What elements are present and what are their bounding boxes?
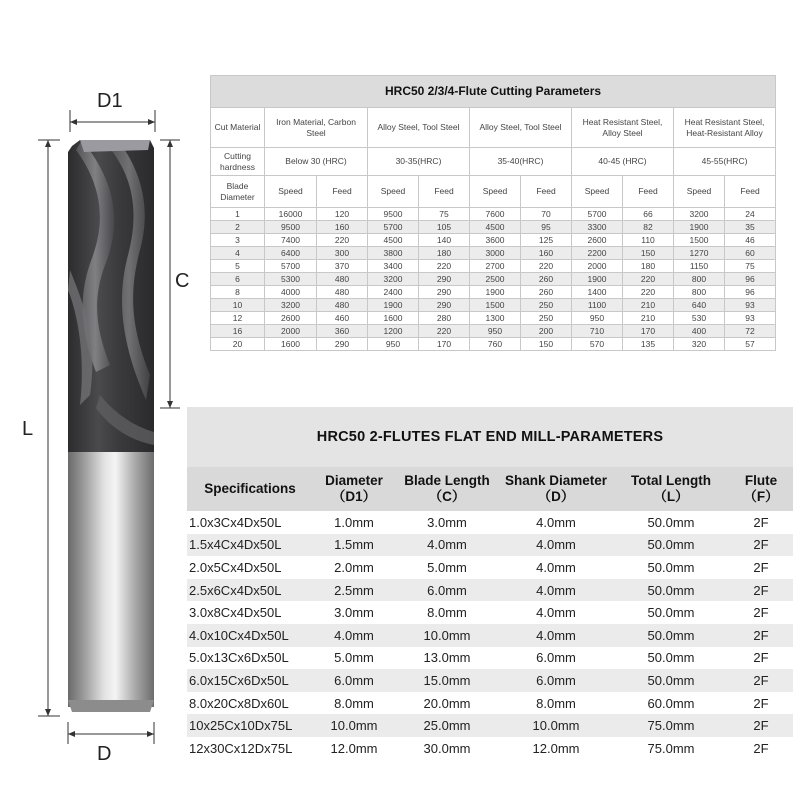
feed-cell: 290 — [419, 299, 470, 312]
total-length-cell: 50.0mm — [647, 650, 695, 666]
spec-name: 5.0x13Cx6Dx50L — [189, 650, 289, 666]
header-line2: （D） — [537, 489, 575, 504]
header-line2: （D1） — [331, 489, 377, 504]
feed-cell: 220 — [623, 273, 674, 286]
feed-cell: 280 — [419, 312, 470, 325]
flute-cell: 2F — [753, 740, 769, 756]
total-length-cell: 50.0mm — [647, 559, 695, 575]
blade-diameter-label: Blade Diameter — [211, 176, 265, 208]
blade-length-cell: 13.0mm — [423, 650, 471, 666]
flute-cell: 2F — [729, 624, 793, 647]
shank-diameter-cell: 12.0mm — [532, 740, 580, 756]
speed-cell: 2000 — [572, 260, 623, 273]
speed-cell: 950 — [368, 338, 419, 351]
feed-cell: 480 — [317, 299, 368, 312]
spec-name: 2.0x5Cx4Dx50L — [189, 559, 282, 575]
cutting-table-row — [211, 299, 776, 312]
feed-cell: 110 — [623, 234, 674, 247]
blade-length-cell: 25.0mm — [395, 714, 499, 737]
header-line1: Blade Length — [404, 473, 490, 488]
speed-cell: 1200 — [368, 325, 419, 338]
spec-name: 3.0x8Cx4Dx50L — [189, 605, 282, 621]
blade-diameter-cell: 12 — [211, 312, 265, 325]
feed-cell: 200 — [521, 325, 572, 338]
header-line1: Diameter — [325, 473, 383, 488]
cutting-table-row — [211, 247, 776, 260]
speed-cell: 1400 — [572, 286, 623, 299]
cut-material-row — [211, 108, 776, 148]
feed-cell: 72 — [725, 325, 776, 338]
feed-cell: 210 — [623, 312, 674, 325]
cutting-hardness-row — [211, 148, 776, 176]
speed-cell: 16000 — [265, 208, 317, 221]
cutting-table-row — [211, 312, 776, 325]
speed-cell: 1600 — [368, 312, 419, 325]
cutting-table-row — [211, 273, 776, 286]
material-header: Heat Resistant Steel, Alloy Steel — [572, 108, 674, 148]
feed-cell: 290 — [419, 286, 470, 299]
feed-cell: 180 — [419, 247, 470, 260]
feed-cell: 290 — [317, 338, 368, 351]
blade-length-cell: 3.0mm — [427, 514, 467, 530]
blade-length-cell: 10.0mm — [395, 624, 499, 647]
dimension-label-d: D — [97, 743, 112, 765]
feed-header: Feed — [419, 176, 470, 208]
feed-cell: 75 — [419, 208, 470, 221]
speed-cell: 7400 — [265, 234, 317, 247]
header-blade-length — [395, 467, 499, 511]
feed-header: Feed — [317, 176, 368, 208]
speed-cell: 9500 — [368, 208, 419, 221]
shank-diameter-cell: 4.0mm — [536, 559, 576, 575]
header-diameter — [313, 467, 395, 511]
speed-cell: 2700 — [470, 260, 521, 273]
flute-cell: 2F — [753, 695, 769, 711]
cutting-table-row — [211, 338, 776, 351]
shank-diameter-cell: 4.0mm — [499, 624, 613, 647]
feed-cell: 60 — [725, 247, 776, 260]
speed-cell: 640 — [674, 299, 725, 312]
header-line1: Specifications — [204, 481, 296, 496]
feed-cell: 105 — [419, 221, 470, 234]
spec-name: 8.0x20Cx8Dx60L — [189, 695, 289, 711]
cutting-table-body — [211, 208, 776, 351]
speed-cell: 800 — [674, 273, 725, 286]
speed-cell: 1270 — [674, 247, 725, 260]
diameter-cell: 2.0mm — [334, 559, 374, 575]
spec-table-row — [187, 601, 793, 624]
hardness-value: 40-45 (HRC) — [572, 148, 674, 176]
speed-cell: 570 — [572, 338, 623, 351]
speed-cell: 1500 — [674, 234, 725, 247]
speed-cell: 3600 — [470, 234, 521, 247]
feed-cell: 120 — [317, 208, 368, 221]
dimension-label-l: L — [22, 418, 34, 440]
feed-cell: 250 — [521, 312, 572, 325]
speed-header: Speed — [470, 176, 521, 208]
speed-cell: 2200 — [572, 247, 623, 260]
spec-header-row — [187, 467, 793, 511]
blade-length-cell: 5.0mm — [427, 559, 467, 575]
diameter-cell: 1.5mm — [313, 534, 395, 557]
header-line1: Total Length — [631, 473, 711, 488]
speed-cell: 2000 — [265, 325, 317, 338]
shank-diameter-cell: 4.0mm — [536, 514, 576, 530]
feed-header: Feed — [725, 176, 776, 208]
shank-diameter-cell: 8.0mm — [536, 695, 576, 711]
speed-cell: 950 — [470, 325, 521, 338]
speed-cell: 1100 — [572, 299, 623, 312]
hardness-value: Below 30 (HRC) — [265, 148, 368, 176]
feed-cell: 93 — [725, 312, 776, 325]
blade-diameter-cell: 6 — [211, 273, 265, 286]
feed-cell: 150 — [623, 247, 674, 260]
speed-cell: 3300 — [572, 221, 623, 234]
feed-cell: 170 — [623, 325, 674, 338]
shank-diameter-cell: 4.0mm — [499, 579, 613, 602]
feed-cell: 24 — [725, 208, 776, 221]
dimension-label-d1: D1 — [97, 90, 123, 112]
spec-table-row — [187, 692, 793, 715]
speed-cell: 320 — [674, 338, 725, 351]
feed-cell: 290 — [419, 273, 470, 286]
cutting-table-row — [211, 221, 776, 234]
feed-cell: 220 — [521, 260, 572, 273]
flute-cell: 2F — [753, 605, 769, 621]
feed-cell: 480 — [317, 286, 368, 299]
hardness-value: 35-40(HRC) — [470, 148, 572, 176]
spec-table-row — [187, 534, 793, 557]
flute-cell: 2F — [729, 714, 793, 737]
blade-length-cell: 30.0mm — [423, 740, 471, 756]
blade-diameter-cell: 5 — [211, 260, 265, 273]
speed-header: Speed — [265, 176, 317, 208]
diameter-cell: 1.0mm — [334, 514, 374, 530]
blade-diameter-cell: 2 — [211, 221, 265, 234]
speed-cell: 3200 — [368, 273, 419, 286]
feed-cell: 96 — [725, 286, 776, 299]
shank-diameter-cell: 4.0mm — [536, 605, 576, 621]
feed-cell: 370 — [317, 260, 368, 273]
header-total-length — [613, 467, 729, 511]
flat-end-mill-parameters-table — [187, 407, 793, 760]
shank-diameter-cell: 10.0mm — [499, 714, 613, 737]
shank-diameter-cell: 4.0mm — [499, 534, 613, 557]
speed-cell: 3200 — [674, 208, 725, 221]
header-specifications — [187, 467, 313, 511]
feed-cell: 250 — [521, 299, 572, 312]
speed-cell: 3400 — [368, 260, 419, 273]
blade-diameter-cell: 20 — [211, 338, 265, 351]
diameter-cell: 2.5mm — [313, 579, 395, 602]
feed-cell: 220 — [419, 325, 470, 338]
material-header: Alloy Steel, Tool Steel — [470, 108, 572, 148]
speed-cell: 5700 — [265, 260, 317, 273]
header-line2: （C） — [428, 489, 466, 504]
header-line2: （L） — [653, 489, 689, 504]
speed-header: Speed — [368, 176, 419, 208]
spec-table-row — [187, 511, 793, 534]
speed-cell: 7600 — [470, 208, 521, 221]
spec-name: 6.0x15Cx6Dx50L — [187, 669, 313, 692]
spec-table-row — [187, 737, 793, 760]
cutting-table-row — [211, 325, 776, 338]
total-length-cell: 60.0mm — [647, 695, 695, 711]
feed-cell: 66 — [623, 208, 674, 221]
blade-diameter-cell: 1 — [211, 208, 265, 221]
spec-table-row — [187, 624, 793, 647]
flute-cell: 2F — [729, 579, 793, 602]
speed-cell: 5300 — [265, 273, 317, 286]
feed-header: Feed — [623, 176, 674, 208]
feed-cell: 220 — [623, 286, 674, 299]
feed-cell: 70 — [521, 208, 572, 221]
feed-cell: 300 — [317, 247, 368, 260]
blade-diameter-cell: 10 — [211, 299, 265, 312]
speed-cell: 5700 — [368, 221, 419, 234]
speed-cell: 2600 — [572, 234, 623, 247]
flute-cell: 2F — [729, 669, 793, 692]
spec-name: 10x25Cx10Dx75L — [187, 714, 313, 737]
flute-cell: 2F — [753, 650, 769, 666]
speed-cell: 3000 — [470, 247, 521, 260]
blade-length-cell: 8.0mm — [427, 605, 467, 621]
header-line2: （F） — [743, 489, 779, 504]
speed-cell: 710 — [572, 325, 623, 338]
blade-length-cell: 4.0mm — [395, 534, 499, 557]
cutting-table-row — [211, 208, 776, 221]
spec-table-row — [187, 714, 793, 737]
flute-cell: 2F — [753, 514, 769, 530]
spec-table-row — [187, 556, 793, 579]
total-length-cell: 50.0mm — [613, 579, 729, 602]
diameter-cell: 10.0mm — [313, 714, 395, 737]
speed-cell: 1300 — [470, 312, 521, 325]
blade-diameter-cell: 3 — [211, 234, 265, 247]
total-length-cell: 50.0mm — [613, 534, 729, 557]
diameter-cell: 12.0mm — [330, 740, 378, 756]
speed-cell: 950 — [572, 312, 623, 325]
speed-cell: 1600 — [265, 338, 317, 351]
speed-cell: 800 — [674, 286, 725, 299]
speed-cell: 3200 — [265, 299, 317, 312]
feed-cell: 46 — [725, 234, 776, 247]
shank-diameter-cell: 6.0mm — [499, 669, 613, 692]
total-length-cell: 50.0mm — [647, 605, 695, 621]
feed-cell: 135 — [623, 338, 674, 351]
speed-cell: 1900 — [572, 273, 623, 286]
spec-table-row — [187, 669, 793, 692]
cutting-table-row — [211, 234, 776, 247]
hardness-value: 30-35(HRC) — [368, 148, 470, 176]
diameter-cell: 3.0mm — [334, 605, 374, 621]
cutting-table-title: HRC50 2/3/4-Flute Cutting Parameters — [211, 76, 776, 108]
cutting-parameters-table — [210, 75, 776, 351]
feed-cell: 460 — [317, 312, 368, 325]
spec-name: 1.0x3Cx4Dx50L — [189, 514, 282, 530]
total-length-cell: 75.0mm — [613, 714, 729, 737]
feed-cell: 125 — [521, 234, 572, 247]
total-length-cell: 50.0mm — [613, 624, 729, 647]
spec-name: 2.5x6Cx4Dx50L — [187, 579, 313, 602]
cutting-hardness-label: Cutting hardness — [211, 148, 265, 176]
spec-name: 12x30Cx12Dx75L — [189, 740, 293, 756]
speed-cell: 2600 — [265, 312, 317, 325]
speed-cell: 1150 — [674, 260, 725, 273]
spec-table-title: HRC50 2-FLUTES FLAT END MILL-PARAMETERS — [187, 407, 793, 467]
shank-diameter-cell: 6.0mm — [536, 650, 576, 666]
blade-diameter-cell: 4 — [211, 247, 265, 260]
diameter-cell: 4.0mm — [313, 624, 395, 647]
material-header: Iron Material, Carbon Steel — [265, 108, 368, 148]
header-flute — [729, 467, 793, 511]
feed-cell: 480 — [317, 273, 368, 286]
cutting-body — [68, 140, 154, 452]
feed-cell: 96 — [725, 273, 776, 286]
feed-cell: 75 — [725, 260, 776, 273]
shank — [68, 445, 154, 712]
feed-cell: 95 — [521, 221, 572, 234]
speed-cell: 1900 — [368, 299, 419, 312]
material-header: Heat Resistant Steel, Heat-Resistant Alloy — [674, 108, 776, 148]
speed-cell: 1900 — [674, 221, 725, 234]
cut-material-label: Cut Material — [211, 108, 265, 148]
speed-feed-header-row — [211, 176, 776, 208]
cutting-table-row — [211, 260, 776, 273]
speed-cell: 2500 — [470, 273, 521, 286]
end-mill-diagram — [0, 0, 205, 800]
total-length-cell: 50.0mm — [613, 669, 729, 692]
feed-cell: 160 — [317, 221, 368, 234]
dimension-label-c: C — [175, 270, 190, 292]
feed-cell: 93 — [725, 299, 776, 312]
feed-cell: 140 — [419, 234, 470, 247]
feed-cell: 360 — [317, 325, 368, 338]
speed-cell: 4500 — [368, 234, 419, 247]
total-length-cell: 50.0mm — [647, 514, 695, 530]
material-header: Alloy Steel, Tool Steel — [368, 108, 470, 148]
spec-name: 1.5x4Cx4Dx50L — [187, 534, 313, 557]
feed-cell: 57 — [725, 338, 776, 351]
speed-cell: 400 — [674, 325, 725, 338]
header-line1: Flute — [744, 473, 778, 488]
speed-cell: 4000 — [265, 286, 317, 299]
total-length-cell: 75.0mm — [647, 740, 695, 756]
speed-cell: 1900 — [470, 286, 521, 299]
feed-header: Feed — [521, 176, 572, 208]
blade-diameter-cell: 16 — [211, 325, 265, 338]
speed-cell: 3800 — [368, 247, 419, 260]
speed-cell: 9500 — [265, 221, 317, 234]
feed-cell: 150 — [521, 338, 572, 351]
flute-cell: 2F — [753, 559, 769, 575]
feed-cell: 260 — [521, 273, 572, 286]
spec-table-row — [187, 579, 793, 602]
diameter-cell: 8.0mm — [334, 695, 374, 711]
header-line1: Shank Diameter — [504, 473, 608, 488]
speed-cell: 1500 — [470, 299, 521, 312]
speed-cell: 6400 — [265, 247, 317, 260]
spec-table-body — [187, 511, 793, 760]
flat-end-mill-parameters-panel — [187, 407, 793, 760]
speed-header: Speed — [674, 176, 725, 208]
blade-length-cell: 15.0mm — [395, 669, 499, 692]
hardness-value: 45-55(HRC) — [674, 148, 776, 176]
feed-cell: 170 — [419, 338, 470, 351]
feed-cell: 35 — [725, 221, 776, 234]
feed-cell: 82 — [623, 221, 674, 234]
feed-cell: 220 — [317, 234, 368, 247]
feed-cell: 210 — [623, 299, 674, 312]
speed-cell: 5700 — [572, 208, 623, 221]
feed-cell: 260 — [521, 286, 572, 299]
feed-cell: 180 — [623, 260, 674, 273]
cutting-table-row — [211, 286, 776, 299]
blade-length-cell: 20.0mm — [423, 695, 471, 711]
flute-cell: 2F — [729, 534, 793, 557]
speed-cell: 4500 — [470, 221, 521, 234]
feed-cell: 220 — [419, 260, 470, 273]
spec-table-row — [187, 647, 793, 670]
diameter-cell: 5.0mm — [334, 650, 374, 666]
blade-diameter-cell: 8 — [211, 286, 265, 299]
speed-cell: 760 — [470, 338, 521, 351]
speed-cell: 530 — [674, 312, 725, 325]
spec-name: 4.0x10Cx4Dx50L — [187, 624, 313, 647]
speed-cell: 2400 — [368, 286, 419, 299]
feed-cell: 160 — [521, 247, 572, 260]
speed-header: Speed — [572, 176, 623, 208]
diameter-cell: 6.0mm — [313, 669, 395, 692]
blade-length-cell: 6.0mm — [395, 579, 499, 602]
header-shank-diameter — [499, 467, 613, 511]
